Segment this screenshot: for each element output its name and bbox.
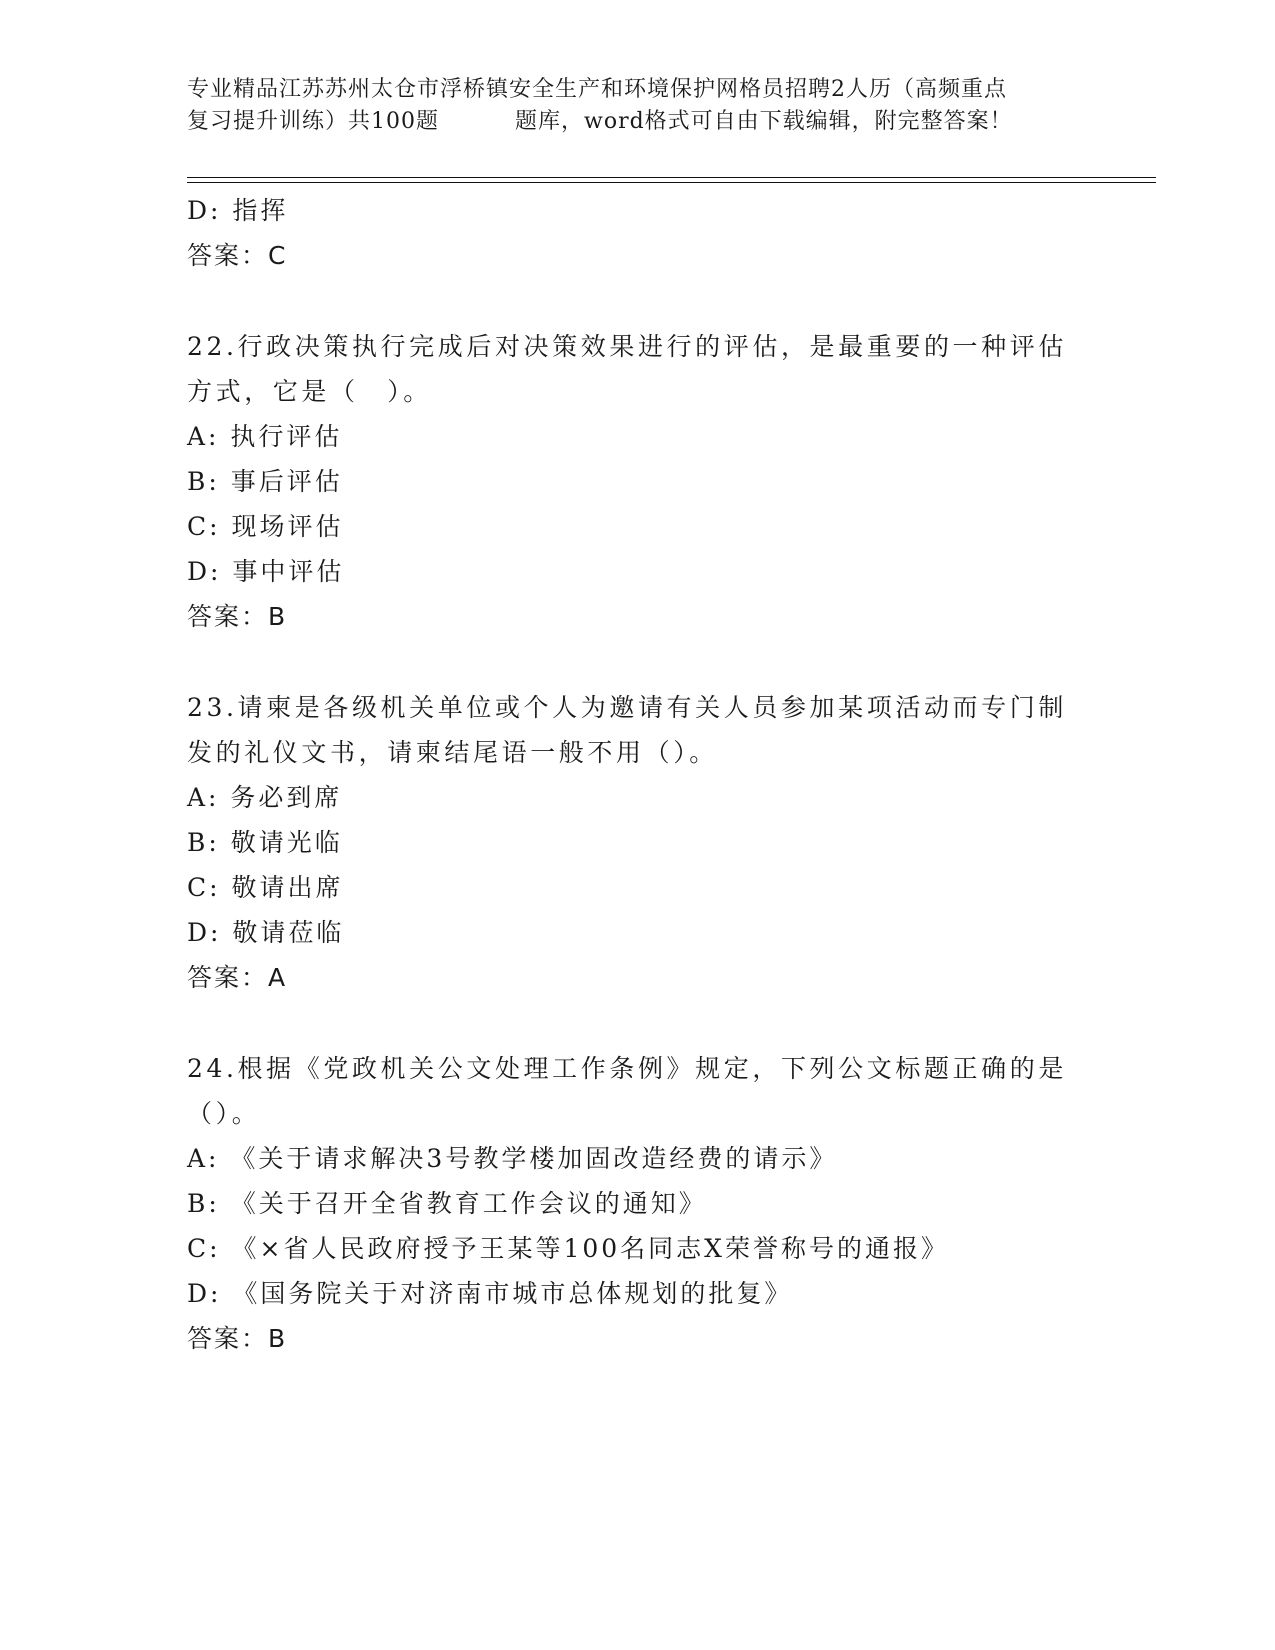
option-d: D: 《国务院关于对济南市城市总体规划的批复》 bbox=[187, 1279, 793, 1308]
header-title-line2-part2: 题库，word格式可自由下载编辑，附完整答案！ bbox=[515, 109, 1013, 134]
question-24 bbox=[187, 1046, 1087, 1361]
option-b: B: 敬请光临 bbox=[187, 828, 343, 857]
question-stem-line2: 方式，它是（ ）。 bbox=[187, 377, 432, 406]
header-title-line1: 专业精品江苏苏州太仓市浮桥镇安全生产和环境保护网格员招聘2人历（高频重点 bbox=[187, 77, 1007, 102]
question-stem-line1: 23.请柬是各级机关单位或个人为邀请有关人员参加某项活动而专门制 bbox=[187, 693, 1067, 722]
header-rule-top bbox=[187, 177, 1156, 178]
question-23 bbox=[187, 685, 1087, 1000]
question-stem-line1: 24.根据《党政机关公文处理工作条例》规定，下列公文标题正确的是 bbox=[187, 1054, 1067, 1083]
option-c: C: 《×省人民政府授予王某等100名同志X荣誉称号的通报》 bbox=[187, 1234, 949, 1263]
option-c: C: 敬请出席 bbox=[187, 873, 344, 902]
page-header bbox=[187, 74, 1087, 138]
option-b: B: 事后评估 bbox=[187, 467, 343, 496]
option-a: A: 《关于请求解决3号教学楼加固改造经费的请示》 bbox=[187, 1144, 838, 1173]
header-rule-bottom bbox=[187, 182, 1156, 183]
question-stem-line1: 22.行政决策执行完成后对决策效果进行的评估，是最重要的一种评估 bbox=[187, 332, 1067, 361]
option-a: A: 务必到席 bbox=[187, 783, 343, 812]
question-stem-line2: 发的礼仪文书，请柬结尾语一般不用（）。 bbox=[187, 738, 718, 767]
answer-line: 答案：C bbox=[187, 241, 288, 270]
question-stem-line2: （）。 bbox=[187, 1099, 261, 1128]
option-a: A: 执行评估 bbox=[187, 422, 343, 451]
header-title-line2 bbox=[187, 106, 1087, 138]
option-d: D: 事中评估 bbox=[187, 557, 345, 586]
question-list bbox=[187, 188, 1087, 1361]
option-b: B: 《关于召开全省教育工作会议的通知》 bbox=[187, 1189, 707, 1218]
option-d: D: 指挥 bbox=[187, 196, 289, 225]
answer-line: 答案：A bbox=[187, 963, 288, 992]
answer-line: 答案：B bbox=[187, 602, 288, 631]
header-title-line2-part1: 复习提升训练）共100题 bbox=[187, 109, 439, 134]
option-c: C: 现场评估 bbox=[187, 512, 344, 541]
option-d: D: 敬请莅临 bbox=[187, 918, 345, 947]
question-22 bbox=[187, 324, 1087, 639]
question-21-tail bbox=[187, 188, 1087, 278]
answer-line: 答案：B bbox=[187, 1324, 288, 1353]
